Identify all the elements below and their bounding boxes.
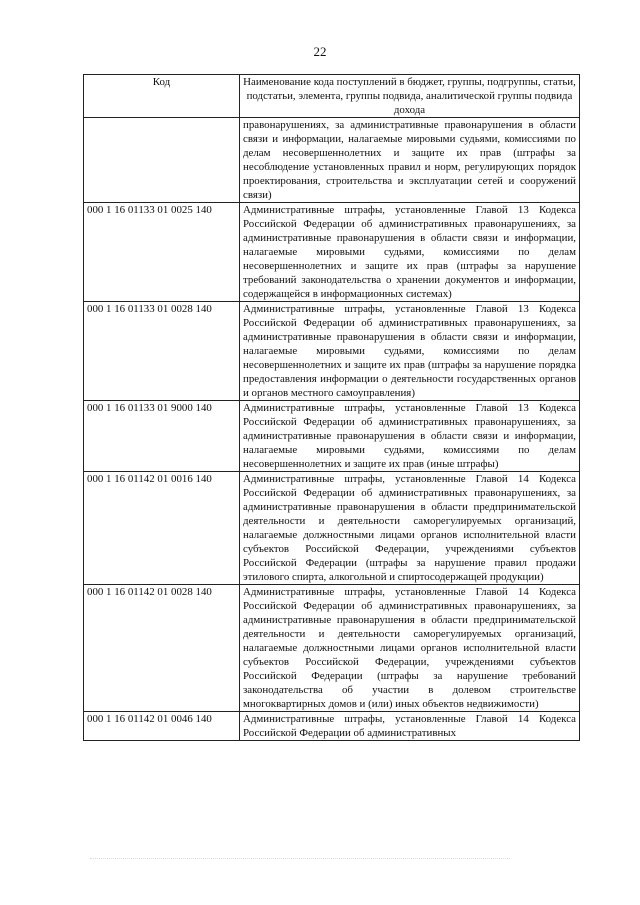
row-description: Административные штрафы, установленные Главой 14 Кодекса Российской Федерации об административных правонарушениях, за административные правонарушения в области предпринимательской деятельности и деятельности саморегулируемых организаций, налагаемые должностными лицами органов исполнительной власти субъектов Российской Федерации, учреждениями субъектов Российской Федерации (штрафы за нарушение правил продажи этилового спирта, алкогольной и спиртосодержащей продукции) xyxy=(240,472,580,585)
header-code: Код xyxy=(84,75,240,118)
row-description: Административные штрафы, установленные Главой 13 Кодекса Российской Федерации об административных правонарушениях, за административные правонарушения в области связи и информации, налагаемые мировыми судьями, комиссиями по делам несовершеннолетних и защите их прав (штрафы за нарушение требований законодательства о хранении документов и информации, содержащейся в информационных системах) xyxy=(240,203,580,302)
table-row xyxy=(84,401,580,472)
row-description: Административные штрафы, установленные Главой 13 Кодекса Российской Федерации об административных правонарушениях, за административные правонарушения в области связи и информации, налагаемые мировыми судьями, комиссиями по делам несовершеннолетних и защите их прав (иные штрафы) xyxy=(240,401,580,472)
row-description: Административные штрафы, установленные Главой 14 Кодекса Российской Федерации об административных правонарушениях, за административные правонарушения в области предпринимательской деятельности и деятельности саморегулируемых организаций, налагаемые должностными лицами органов исполнительной власти субъектов Российской Федерации, учреждениями субъектов Российской Федерации (штрафы за нарушение требований законодательства об участии в долевом строительстве многоквартирных домов и (или) иных объектов недвижимости) xyxy=(240,585,580,712)
table-row xyxy=(84,585,580,712)
row-code: 000 1 16 01142 01 0028 140 xyxy=(84,585,240,712)
row-description: Административные штрафы, установленные Главой 14 Кодекса Российской Федерации об административных xyxy=(240,712,580,741)
page-number: 22 xyxy=(313,44,327,59)
table-row xyxy=(84,203,580,302)
row-code: 000 1 16 01133 01 9000 140 xyxy=(84,401,240,472)
table-row xyxy=(84,302,580,401)
row-code: 000 1 16 01133 01 0028 140 xyxy=(84,302,240,401)
row-code: 000 1 16 01142 01 0016 140 xyxy=(84,472,240,585)
table-header-row xyxy=(84,75,580,118)
budget-codes-table xyxy=(83,74,580,741)
table-row xyxy=(84,118,580,203)
row-description: Административные штрафы, установленные Главой 13 Кодекса Российской Федерации об административных правонарушениях, за административные правонарушения в области связи и информации, налагаемые мировыми судьями, комиссиями по делам несовершеннолетних и защите их прав (штрафы за нарушение порядка предоставления информации о деятельности государственных органов и органов местного самоуправления) xyxy=(240,302,580,401)
row-description: правонарушениях, за административные правонарушения в области связи и информации, налагаемые мировыми судьями, комиссиями по делам несовершеннолетних и защите их прав (штрафы за несоблюдение установленных правил и норм, регулирующих порядок проектирования, строительства и эксплуатации сетей и сооружений связи) xyxy=(240,118,580,203)
scan-artifact-line xyxy=(90,858,510,859)
row-code: 000 1 16 01133 01 0025 140 xyxy=(84,203,240,302)
table-row xyxy=(84,712,580,741)
row-code xyxy=(84,118,240,203)
row-code: 000 1 16 01142 01 0046 140 xyxy=(84,712,240,741)
table-row xyxy=(84,472,580,585)
header-name: Наименование кода поступлений в бюджет, группы, подгруппы, статьи, подстатьи, элемента, группы подвида, аналитической группы подвида дохода xyxy=(240,75,580,118)
